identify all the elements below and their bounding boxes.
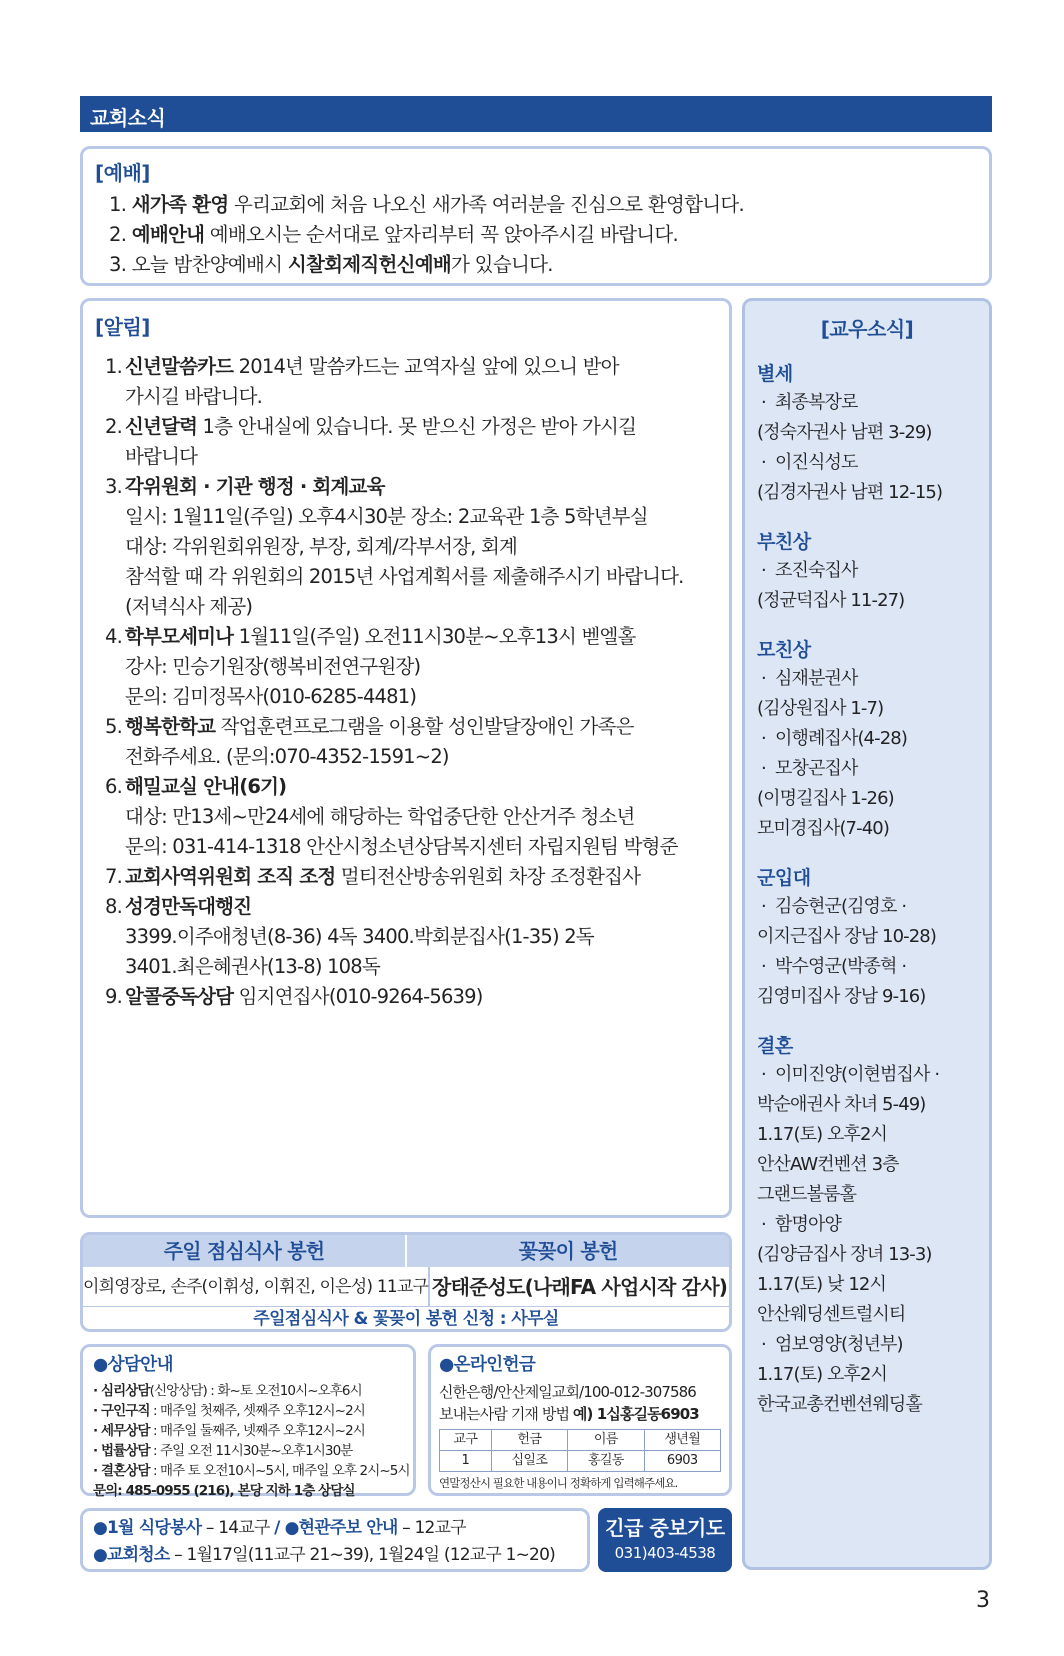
cleaning-info-line: ●교회청소 – 1월17일(11교구 21~39), 1월24일 (12교구 1~20)	[93, 1545, 555, 1565]
member-news-entry: (정균덕집사 11-27)	[757, 590, 905, 611]
notice-item-text: 1층 안내실에 있습니다. 못 받으신 가정은 받아 가시길	[197, 415, 637, 438]
member-news-entry: · 심재분권사	[757, 664, 977, 694]
member-news-title: [교우소식]	[820, 317, 914, 341]
notice-item-number: 4.	[105, 625, 123, 648]
notice-item-heading: 성경만독대행진	[125, 895, 252, 918]
notice-item-text: 일시: 1월11일(주일) 오후4시30분 장소: 2교육관 1층 5학년부실	[125, 505, 648, 528]
notice-item	[95, 982, 717, 1012]
notice-item-text: 강사: 민승기원장(행복비전연구원장)	[125, 655, 421, 678]
member-news-section	[757, 528, 977, 616]
notice-item-heading: 학부모세미나	[125, 625, 234, 648]
member-news-entry: · 엄보영양(청년부)	[757, 1330, 977, 1360]
notice-item-number: 3.	[105, 475, 123, 498]
service-info-line: ●1월 식당봉사 – 14교구 / ●현관주보 안내 – 12교구	[93, 1518, 466, 1538]
notice-item-heading: 교회사역위원회 조직 조정	[125, 865, 336, 888]
member-news-entry: (정숙자권사 남편 3-29)	[757, 422, 932, 443]
notice-item-text: 3401.최은혜권사(13-8) 108독	[125, 955, 380, 978]
member-news-section	[757, 360, 977, 508]
notice-item-text: (저녁식사 제공)	[125, 595, 253, 618]
bullet-icon: ·	[761, 728, 766, 749]
member-news-entry: 1.17(토) 낮 12시	[757, 1274, 886, 1295]
bullet-icon: ·	[761, 668, 766, 689]
member-news-entry: 모미경집사(7-40)	[757, 818, 889, 839]
notice-item	[95, 772, 717, 862]
member-news-entry: 이지근집사 장남 10-28)	[757, 926, 936, 947]
sender-method: 보내는사람 기재 방법 예) 1십홍길동6903	[439, 1405, 699, 1423]
worship-item: 1. 새가족 환영 우리교회에 처음 나오신 새가족 여러분을 진심으로 환영합니다.	[109, 193, 745, 216]
notice-item-text: 2014년 말씀카드는 교역자실 앞에 있으니 받아	[233, 355, 619, 378]
counseling-line: 문의: 485-0955 (216), 본당 지하 1층 상담실	[93, 1483, 355, 1499]
table-row: 1 십일조 홍길동 6903	[440, 1451, 721, 1472]
notice-item-text: 문의: 김미정목사(010-6285-4481)	[125, 685, 417, 708]
notice-item	[95, 892, 717, 982]
member-news-entry: · 박수영군(박종혁 ·	[757, 952, 977, 982]
member-news-heading: 별세	[757, 363, 793, 385]
sender-example-table	[439, 1429, 721, 1472]
member-news-section	[757, 1032, 977, 1420]
member-news-entry: 박순애권사 차녀 5-49)	[757, 1094, 926, 1115]
member-news-heading: 부친상	[757, 531, 811, 553]
tax-note: 연말정산시 필요한 내용이니 정확하게 입력해주세요.	[439, 1476, 678, 1490]
bullet-icon: ·	[761, 560, 766, 581]
bullet-icon: ·	[761, 956, 766, 977]
notice-item-number: 2.	[105, 415, 123, 438]
notice-title: [알림]	[95, 315, 150, 339]
counseling-title: ●상담안내	[93, 1355, 173, 1375]
notice-item-heading: 행복한학교	[125, 715, 216, 738]
notice-item	[95, 352, 717, 412]
notice-item-text: 문의: 031-414-1318 안산시청소년상담복지센터 자립지원팀 박형준	[125, 835, 678, 858]
notice-item-text: 3399.이주애청년(8-36) 4독 3400.박회분집사(1-35) 2독	[125, 925, 594, 948]
table-header-row: 교구 헌금 이름 생년월	[440, 1430, 721, 1451]
member-news-entry: (김상원집사 1-7)	[757, 698, 884, 719]
notice-item-number: 8.	[105, 895, 123, 918]
member-news-section	[757, 636, 977, 844]
notice-item-text: 바랍니다	[125, 445, 198, 468]
online-offering-box	[428, 1344, 732, 1496]
lunch-offering-heading: 주일 점심식사 봉헌	[83, 1235, 407, 1267]
counseling-line: · 결혼상담 : 매주 토 오전10시~5시, 매주일 오후 2시~5시	[93, 1463, 410, 1479]
bullet-icon: ·	[761, 1064, 766, 1085]
bullet-icon: ·	[761, 758, 766, 779]
notice-item	[95, 412, 717, 472]
member-news-entry: 안산웨딩센트럴시티	[757, 1304, 906, 1325]
member-news-section	[757, 864, 977, 1012]
notice-item	[95, 712, 717, 772]
member-news-entry: · 이미진양(이현범집사 ·	[757, 1060, 977, 1090]
member-news-entry: · 함명아양	[757, 1210, 977, 1240]
notice-item-text: 작업훈련프로그램을 이용할 성인발달장애인 가족은	[215, 715, 634, 738]
lunch-offering-donor: 이희영장로, 손주(이휘성, 이휘진, 이은성) 11교구	[83, 1267, 430, 1306]
worship-box	[80, 146, 992, 286]
notice-box	[80, 298, 732, 1218]
notice-item	[95, 622, 717, 712]
offering-row	[83, 1267, 729, 1307]
notice-list	[95, 352, 717, 1012]
notice-item-number: 7.	[105, 865, 123, 888]
member-news-entry: 1.17(토) 오후2시	[757, 1364, 888, 1385]
notice-item-number: 9.	[105, 985, 123, 1008]
member-news-heading: 군입대	[757, 867, 811, 889]
notice-item-heading: 신년말씀카드	[125, 355, 234, 378]
counseling-line: · 세무상담 : 매주일 둘째주, 넷째주 오후12시~2시	[93, 1423, 365, 1439]
counseling-line: · 구인구직 : 매주일 첫째주, 셋째주 오후12시~2시	[93, 1403, 365, 1419]
notice-item-number: 1.	[105, 355, 123, 378]
notice-item-number: 5.	[105, 715, 123, 738]
offering-apply-note: 주일점심식사 & 꽃꽂이 봉헌 신청 : 사무실	[253, 1309, 559, 1329]
notice-item-heading: 알콜중독상담	[125, 985, 234, 1008]
member-news-entry: (김양금집사 장녀 13-3)	[757, 1244, 932, 1265]
counseling-line: · 심리상담(신앙상담) : 화~토 오전10시~오후6시	[93, 1383, 362, 1399]
member-news-entry: 한국교총컨벤션웨딩홀	[757, 1394, 922, 1415]
notice-item	[95, 472, 717, 622]
member-news-entry: 김영미집사 장남 9-16)	[757, 986, 926, 1007]
notice-item-number: 6.	[105, 775, 123, 798]
notice-item-text: 대상: 각위원회위원장, 부장, 회계/각부서장, 회계	[125, 535, 518, 558]
notice-item-heading: 해밀교실 안내(6기)	[125, 775, 287, 798]
bullet-icon: ·	[761, 1334, 766, 1355]
counseling-list	[93, 1381, 410, 1501]
notice-item-text: 멀티전산방송위원회 차장 조정환집사	[335, 865, 641, 888]
member-news-heading: 결혼	[757, 1035, 793, 1057]
notice-item-text: 1월11일(주일) 오전11시30분~오후13시 벧엘홀	[233, 625, 636, 648]
bullet-icon: ·	[761, 392, 766, 413]
flower-offering-heading: 꽃꽂이 봉헌	[518, 1239, 618, 1263]
member-news-entry: · 모창곤집사	[757, 754, 977, 784]
counseling-line: · 법률상담 : 주일 오전 11시30분~오후1시30분	[93, 1443, 353, 1459]
member-news-entry: · 김승현군(김영호 ·	[757, 892, 977, 922]
worship-item: 3. 오늘 밤찬양예배시 시찰회제직헌신예배가 있습니다.	[109, 253, 553, 276]
notice-item-text: 임지연집사(010-9264-5639)	[233, 985, 483, 1008]
online-offering-title: ●온라인헌금	[439, 1355, 536, 1375]
page-number: 3	[976, 1588, 990, 1613]
notice-item-heading: 각위원회 · 기관 행정 · 회계교육	[125, 475, 385, 498]
member-news-box	[742, 298, 992, 1570]
member-news-entry: (이명길집사 1-26)	[757, 788, 894, 809]
notice-item-heading: 신년달력	[125, 415, 198, 438]
section-header: 교회소식	[80, 96, 992, 132]
member-news-entry: · 이진식성도	[757, 448, 977, 478]
notice-item-text: 가시길 바랍니다.	[125, 385, 263, 408]
counseling-box	[80, 1344, 416, 1499]
offering-header	[83, 1235, 729, 1267]
notice-item-text: 대상: 만13세~만24세에 해당하는 학업중단한 안산거주 청소년	[125, 805, 635, 828]
bullet-icon: ·	[761, 452, 766, 473]
member-news-entry: (김경자권사 남편 12-15)	[757, 482, 943, 503]
member-news-entry: · 이행례집사(4-28)	[757, 724, 977, 754]
member-news-heading: 모친상	[757, 639, 811, 661]
notice-item-text: 참석할 때 각 위원회의 2015년 사업계획서를 제출해주시기 바랍니다.	[125, 565, 684, 588]
notice-item	[95, 862, 717, 892]
member-news-list	[757, 360, 977, 1420]
flower-offering-donor: 장태준성도(나래FA 사업시작 감사)	[432, 1275, 728, 1299]
urgent-prayer-title: 긴급 중보기도	[605, 1516, 725, 1540]
bank-account: 신한은행/안산제일교회/100-012-307586	[439, 1383, 696, 1401]
urgent-prayer-phone: 031)403-4538	[614, 1544, 716, 1562]
bullet-icon: ·	[761, 1214, 766, 1235]
member-news-entry: · 조진숙집사	[757, 556, 977, 586]
offering-box	[80, 1232, 732, 1332]
urgent-prayer-badge	[598, 1508, 732, 1572]
member-news-entry: 그랜드볼룸홀	[757, 1184, 856, 1205]
bullet-icon: ·	[761, 896, 766, 917]
member-news-entry: · 최종복장로	[757, 388, 977, 418]
member-news-entry: 1.17(토) 오후2시	[757, 1124, 888, 1145]
member-news-entry: 안산AW컨벤션 3층	[757, 1154, 899, 1175]
service-info-box	[80, 1508, 590, 1572]
notice-item-text: 전화주세요. (문의:070-4352-1591~2)	[125, 745, 449, 768]
worship-title: [예배]	[95, 161, 150, 185]
worship-item: 2. 예배안내 예배오시는 순서대로 앞자리부터 꼭 앉아주시길 바랍니다.	[109, 223, 679, 246]
